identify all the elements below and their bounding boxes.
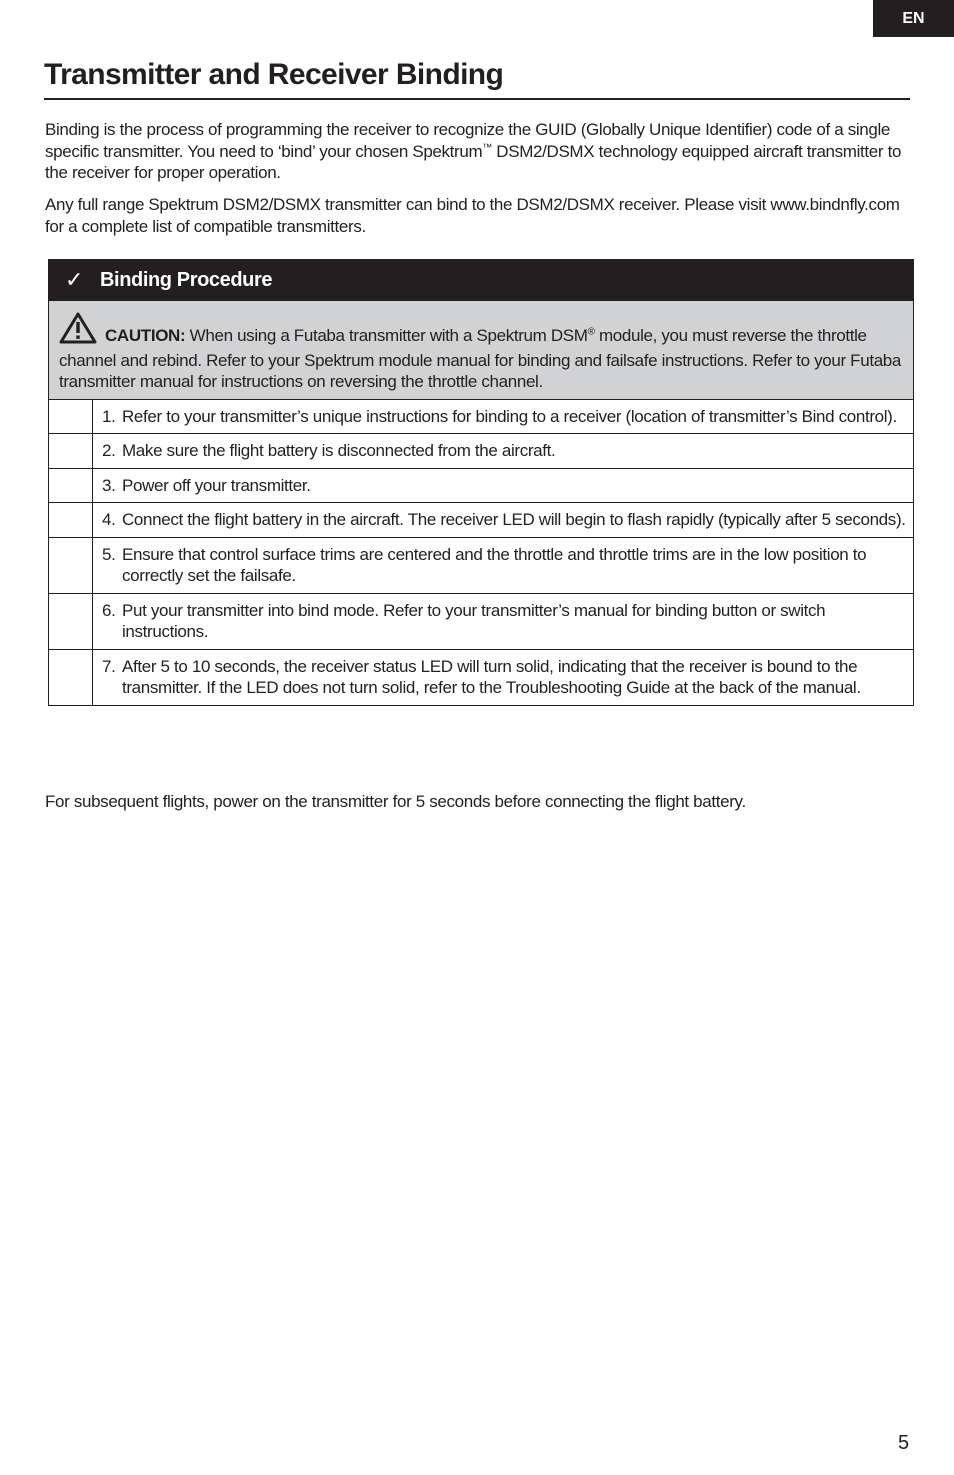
checkmark-icon: ✓ [64, 267, 84, 292]
step-checkbox-cell [49, 469, 93, 503]
procedure-header [48, 259, 914, 301]
step-checkbox-cell [49, 650, 93, 705]
step-row [48, 434, 914, 469]
step-row [48, 594, 914, 650]
step-checkbox-cell [49, 503, 93, 537]
warning-triangle-icon [59, 312, 97, 350]
step-number: 2. [102, 441, 116, 460]
step-number: 6. [102, 600, 116, 620]
step-number: 4. [102, 510, 116, 529]
step-row [48, 503, 914, 538]
binding-procedure-table [48, 259, 914, 706]
step-text [93, 650, 913, 705]
step-row [48, 538, 914, 594]
step-text [93, 538, 913, 593]
step-text [93, 469, 913, 503]
step-body: Refer to your transmitter’s unique instructions for binding to a receiver (location of transmitter’s Bind control). [122, 406, 897, 426]
step-body: Make sure the flight battery is disconnected from the aircraft. [122, 441, 556, 460]
page-title: Transmitter and Receiver Binding [44, 57, 910, 100]
caution-label: CAUTION: [105, 326, 186, 345]
intro-paragraph-guid: Binding is the process of programming the receiver to recognize the GUID (Globally Unique Identifier) code of a single specific transmitter. You need to ‘bind’ your chosen Spektrum™ DSM2/DSMX technology equipped aircraft transmitter to the receiver for proper operation. [45, 120, 902, 182]
step-checkbox-cell [49, 434, 93, 468]
step-number: 7. [102, 656, 116, 676]
step-body: Connect the flight battery in the aircraft. The receiver LED will begin to flash rapidly (typically after 5 seconds). [122, 510, 906, 529]
caution-note: CAUTION: When using a Futaba transmitter with a Spektrum DSM® module, you must reverse the throttle channel and rebind. Refer to your Spektrum module manual for binding and failsafe instructions. Refer to your Futaba transmitter manual for instructions on reversing the throttle channel. [48, 301, 914, 399]
intro-paragraph-compatibility: Any full range Spektrum DSM2/DSMX transmitter can bind to the DSM2/DSMX receiver. Please visit www.bindnfly.com for a complete list of compatible transmitters. [45, 195, 900, 236]
step-list [48, 399, 914, 706]
step-number: 5. [102, 544, 116, 564]
procedure-title: Binding Procedure [100, 268, 273, 291]
step-body: Put your transmitter into bind mode. Refer to your transmitter’s manual for binding button or switch instructions. [122, 600, 826, 641]
step-text [93, 594, 913, 649]
step-number: 3. [102, 475, 116, 495]
step-row [48, 400, 914, 435]
subsequent-flights-note: For subsequent flights, power on the transmitter for 5 seconds before connecting the flight battery. [45, 792, 746, 811]
step-text [93, 400, 913, 434]
step-checkbox-cell [49, 594, 93, 649]
step-number: 1. [102, 406, 116, 426]
page-number: 5 [898, 1432, 910, 1454]
language-tab: EN [873, 0, 954, 37]
step-text [93, 503, 913, 537]
step-body: Ensure that control surface trims are centered and the throttle and throttle trims are in the low position to correctly set the failsafe. [122, 544, 867, 585]
step-body: After 5 to 10 seconds, the receiver status LED will turn solid, indicating that the receiver is bound to the transmitter. If the LED does not turn solid, refer to the Troubleshooting Guide at the back of the manual. [122, 656, 861, 697]
step-row [48, 650, 914, 706]
step-text [93, 434, 913, 468]
step-row [48, 469, 914, 504]
step-checkbox-cell [49, 538, 93, 593]
step-checkbox-cell [49, 400, 93, 434]
step-body: Power off your transmitter. [122, 475, 311, 495]
